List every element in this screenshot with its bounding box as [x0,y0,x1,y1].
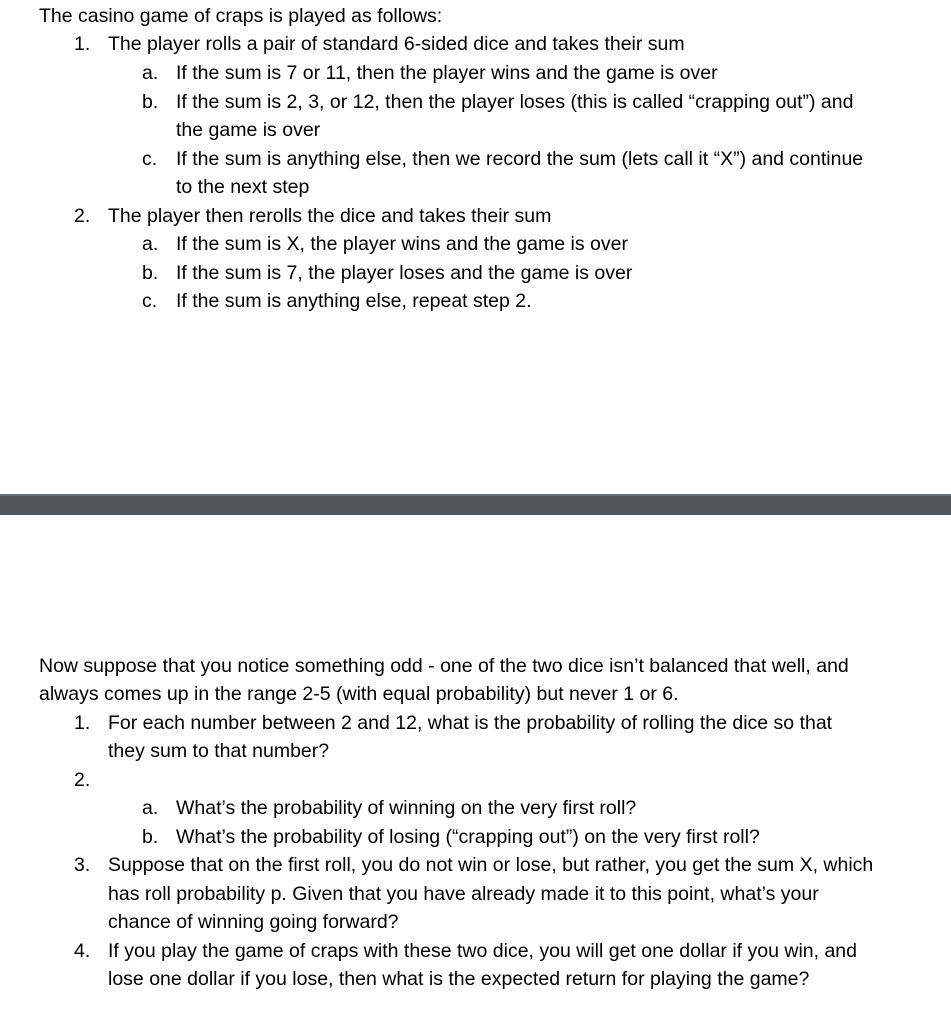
question-number: 3. [74,854,91,876]
intro-text: always comes up in the range 2-5 (with equal probability) but never 1 or 6. [39,683,679,705]
substep-text: If the sum is anything else, then we record the sum (lets call it “X”) and continue [176,148,864,170]
substep-text: to the next step [176,176,310,198]
question-text: If you play the game of craps with these two dice, you will get one dollar if you win, and [108,940,857,962]
question-text: they sum to that number? [108,740,330,762]
document-page-top [0,0,951,494]
substep-letter: b. [142,91,159,113]
page-divider [0,494,951,515]
substep-letter: b. [142,262,159,284]
substep-text: If the sum is 7 or 11, then the player wins and the game is over [176,62,718,84]
intro-text: The casino game of craps is played as follows: [39,5,443,27]
question-number: 4. [74,940,91,962]
substep-text: If the sum is X, the player wins and the game is over [176,233,628,255]
substep-letter: c. [142,290,158,312]
question-text: What’s the probability of losing (“crapping out”) on the very first roll? [176,826,760,848]
question-text: Suppose that on the first roll, you do not win or lose, but rather, you get the sum X, which [108,854,874,876]
step-text: The player then rerolls the dice and takes their sum [108,205,552,227]
question-text: For each number between 2 and 12, what is the probability of rolling the dice so that [108,712,833,734]
question-text: chance of winning going forward? [108,911,399,933]
substep-text: the game is over [176,119,321,141]
question-text: has roll probability p. Given that you have already made it to this point, what’s your [108,883,819,905]
step-number: 1. [74,33,91,55]
step-text: The player rolls a pair of standard 6-sided dice and takes their sum [108,33,685,55]
substep-letter: c. [142,148,158,170]
question-number: 1. [74,712,91,734]
intro-text: Now suppose that you notice something odd - one of the two dice isn’t balanced that well, and [39,655,849,677]
document-page-bottom [0,515,951,1024]
substep-letter: a. [142,233,159,255]
substep-text: If the sum is anything else, repeat step 2. [176,290,532,312]
question-text: What’s the probability of winning on the very first roll? [176,797,637,819]
question-text: lose one dollar if you lose, then what is the expected return for playing the game? [108,968,810,990]
question-number: 2. [74,769,91,791]
question-letter: b. [142,826,159,848]
substep-text: If the sum is 2, 3, or 12, then the player loses (this is called “crapping out”) and [176,91,854,113]
substep-letter: a. [142,62,159,84]
substep-text: If the sum is 7, the player loses and the game is over [176,262,633,284]
question-letter: a. [142,797,159,819]
step-number: 2. [74,205,91,227]
